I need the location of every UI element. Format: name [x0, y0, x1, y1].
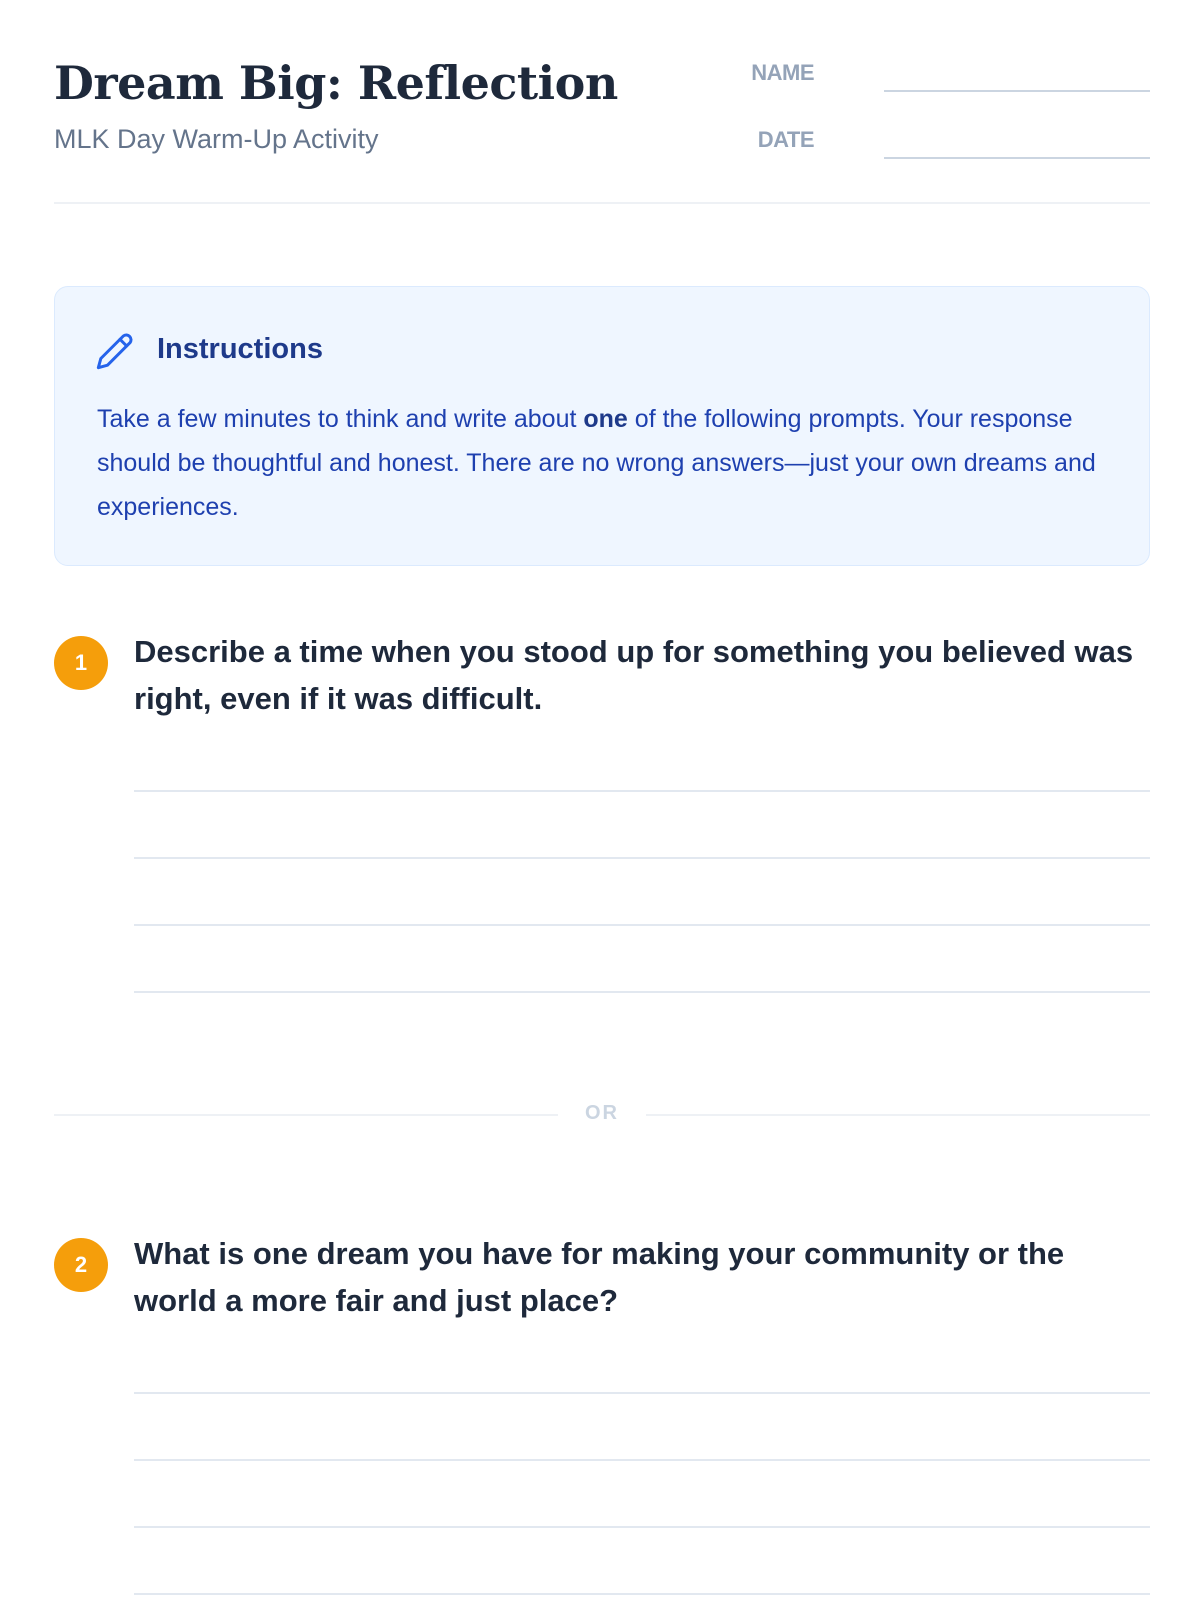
answer-line[interactable] [134, 790, 1150, 792]
instructions-text-part: of the following prompts. Your response should be thoughtful and honest. There are no wrong answers—just your own dreams and experiences. [97, 405, 1096, 521]
instructions-box [54, 286, 1150, 566]
date-field[interactable] [744, 119, 1150, 159]
answer-line[interactable] [134, 924, 1150, 926]
prompt-2 [54, 1238, 1150, 1600]
answer-line[interactable] [134, 1593, 1150, 1595]
or-divider [54, 1100, 1150, 1130]
instructions-heading: Instructions [157, 333, 323, 365]
instructions-emphasis: one [583, 405, 628, 433]
worksheet-header [54, 0, 1150, 204]
answer-line[interactable] [134, 1459, 1150, 1461]
pencil-icon [95, 331, 135, 371]
answer-line[interactable] [134, 1526, 1150, 1528]
name-field[interactable] [744, 52, 1150, 92]
prompt-number-badge: 1 [54, 636, 108, 690]
answer-line[interactable] [134, 857, 1150, 859]
or-label: OR [585, 1102, 619, 1124]
prompt-1 [54, 636, 1150, 996]
instructions-text [97, 397, 1117, 529]
date-input-line[interactable] [884, 157, 1150, 159]
page-title: Dream Big: Reflection [54, 56, 618, 110]
answer-line[interactable] [134, 1392, 1150, 1394]
prompt-question: What is one dream you have for making your community or the world a more fair and just place? [134, 1236, 1065, 1318]
divider-line [646, 1114, 1150, 1116]
name-label: NAME [751, 60, 814, 85]
page-subtitle: MLK Day Warm-Up Activity [54, 124, 379, 154]
instructions-text-part: Take a few minutes to think and write about [97, 405, 584, 433]
name-input-line[interactable] [884, 90, 1150, 92]
answer-line[interactable] [134, 991, 1150, 993]
prompt-number-badge: 2 [54, 1238, 108, 1292]
date-label: DATE [757, 127, 814, 152]
prompt-question: Describe a time when you stood up for something you believed was right, even if it was difficult. [134, 634, 1134, 716]
